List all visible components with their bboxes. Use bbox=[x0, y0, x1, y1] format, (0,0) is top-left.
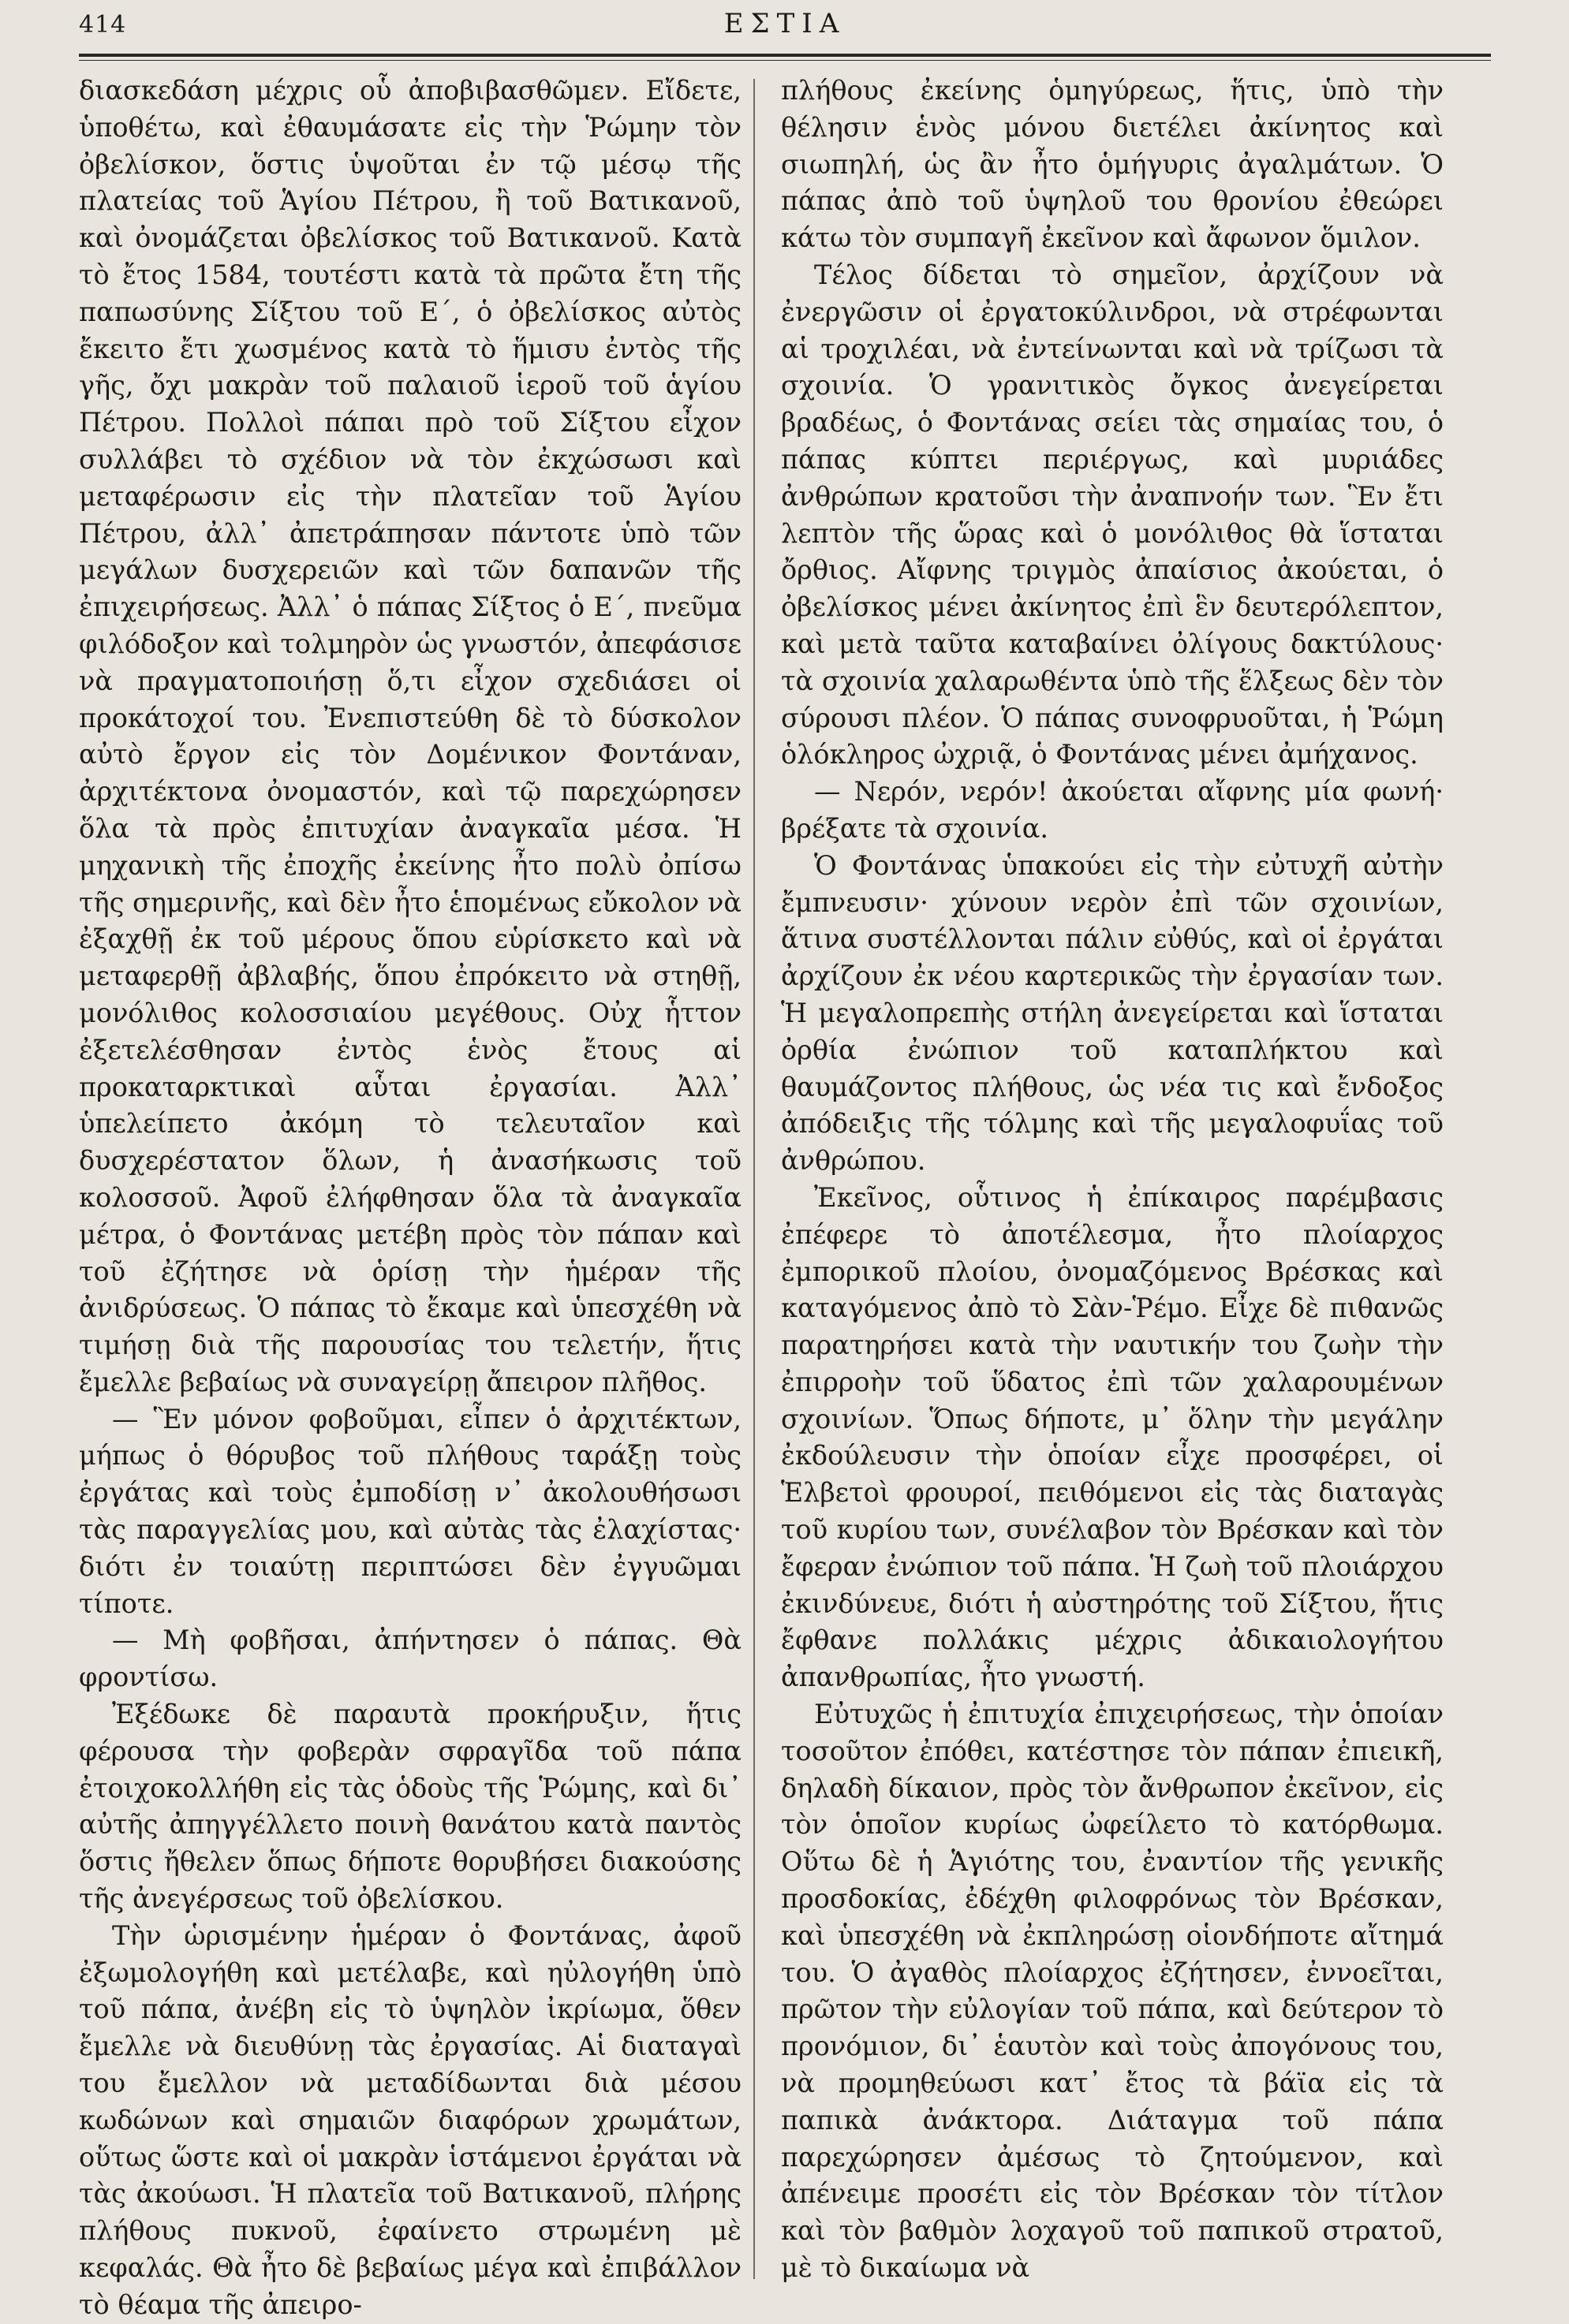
left-column bbox=[79, 73, 742, 2324]
running-title: ΕΣΤΙΑ bbox=[723, 8, 846, 39]
page-number: 414 bbox=[79, 11, 127, 39]
right-paragraph-4: Ὁ Φοντάνας ὑπακούει εἰς τὴν εὐτυχῆ αὐτὴν ἔμπνευσιν· χύνουν νερὸν ἐπὶ τῶν σχοινίων, ἅτινα συστέλλονται πάλιν εὐθύς, καὶ οἱ ἐργάται ἀρχίζουν ἐκ νέου καρτερικῶς τὴν ἐργασίαν των. Ἡ μεγαλοπρεπὴς στήλη ἀνεγείρεται καὶ ἵσταται ὀρθία ἐνώπιον τοῦ καταπλήκτου καὶ θαυμάζοντος πλήθους, ὡς νέα τις καὶ ἔνδοξος ἀπόδειξις τῆς τόλμης καὶ τῆς μεγαλοφυΐας τοῦ ἀνθρώπου. bbox=[781, 849, 1444, 1177]
left-paragraph-5: Τὴν ὡρισμένην ἡμέραν ὁ Φοντάνας, ἀφοῦ ἐξωμολογήθη καὶ μετέλαβε, καὶ ηὐλογήθη ὑπὸ τοῦ πάπα, ἀνέβη εἰς τὸ ὑψηλὸν ἰκρίωμα, ὅθεν ἔμελλε νὰ διευθύνῃ τὰς ἐργασίας. Αἱ διαταγαὶ του ἔμελλον νὰ μεταδίδωνται διὰ μέσου κωδώνων καὶ σημαιῶν διαφόρων χρωμάτων, οὕτως ὥστε καὶ οἱ μακρὰν ἱστάμενοι ἐργάται νὰ τὰς ἀκούωσι. Ἡ πλατεῖα τοῦ Βατικανοῦ, πλήρης πλήθους πυκνοῦ, ἐφαίνετο στρωμένη μὲ κεφαλάς. Θὰ ἦτο δὲ βεβαίως μέγα καὶ ἐπιβάλλον τὸ θέαμα τῆς ἀπειρο- bbox=[79, 1919, 742, 2320]
right-paragraph-6: Εὐτυχῶς ἡ ἐπιτυχία ἐπιχειρήσεως, τὴν ὁποίαν τοσοῦτον ἐπόθει, κατέστησε τὸν πάπαν ἐπιεικῆ, δηλαδὴ δίκαιον, πρὸς τὸν ἄνθρωπον ἐκεῖνον, εἰς τὸν ὁποῖον κυρίως ὠφείλετο τὸ κατόρθωμα. Οὕτω δὲ ἡ Ἁγιότης του, ἐναντίον τῆς γενικῆς προσδοκίας, ἐδέχθη φιλοφρόνως τὸν Βρέσκαν, καὶ ὑπεσχέθη νὰ ἐκπληρώσῃ οἱονδήποτε αἴτημά του. Ὁ ἀγαθὸς πλοίαρχος ἐζήτησεν, ἐννοεῖται, πρῶτον τὴν εὐλογίαν τοῦ πάπα, καὶ δεύτερον τὸ προνόμιον, δι᾽ ἑαυτὸν καὶ τοὺς ἀπογόνους του, νὰ προμηθεύωσι κατ᾽ ἔτος τὰ βάϊα εἰς τὰ παπικὰ ἀνάκτορα. Διάταγμα τοῦ πάπα παρεχώρησεν ἀμέσως τὸ ζητούμενον, καὶ ἀπένειμε προσέτι εἰς τὸν Βρέσκαν τὸν τίτλον καὶ τὸν βαθμὸν λοχαγοῦ τοῦ παπικοῦ στρατοῦ, μὲ τὸ δικαίωμα νὰ bbox=[781, 1699, 1444, 2284]
column-divider bbox=[753, 79, 755, 2279]
left-paragraph-2: — Ἓν μόνον φοβοῦμαι, εἶπεν ὁ ἀρχιτέκτων, μήπως ὁ θόρυβος τοῦ πλήθους ταράξῃ τοὺς ἐργάτας καὶ τοὺς ἐμποδίσῃ ν᾽ ἀκολουθήσωσι τὰς παραγγελίας μου, καὶ αὐτὰς τὰς ἐλαχίστας· διότι ἐν τοιαύτῃ περιπτώσει δὲν ἐγγυῶμαι τίποτε. bbox=[79, 1403, 742, 1619]
right-paragraph-2: Τέλος δίδεται τὸ σημεῖον, ἀρχίζουν νὰ ἐνεργῶσιν οἱ ἐργατοκύλινδροι, νὰ στρέφωνται αἱ τροχιλέαι, νὰ ἐντείνωνται καὶ νὰ τρίζωσι τὰ σχοινία. Ὁ γρανιτικὸς ὄγκος ἀνεγείρεται βραδέως, ὁ Φοντάνας σείει τὰς σημαίας του, ὁ πάπας κύπτει περιέργως, καὶ μυριάδες ἀνθρώπων κρατοῦσι τὴν ἀναπνοήν των. Ἓν ἔτι λεπτὸν τῆς ὥρας καὶ ὁ μονόλιθος θὰ ἵσταται ὄρθιος. Αἴφνης τριγμὸς ἀπαίσιος ἀκούεται, ὁ ὀβελίσκος μένει ἀκίνητος ἐπὶ ἓν δευτερόλεπτον, καὶ μετὰ ταῦτα καταβαίνει ὀλίγους δακτύλους· τὰ σχοινία χαλαρωθέντα ὑπὸ τῆς ἕλξεως δὲν τὸν σύρουσι πλέον. Ὁ πάπας συνοφρυοῦται, ἡ Ῥώμη ὁλόκληρος ὠχριᾷ, ὁ Φοντάνας μένει ἀμήχανος. bbox=[781, 259, 1444, 770]
left-paragraph-1: διασκεδάση μέχρις οὗ ἀποβιβασθῶμεν. Εἴδετε, ὑποθέτω, καὶ ἐθαυμάσατε εἰς τὴν Ῥώμην τὸν ὀβελίσκον, ὅστις ὑψοῦται ἐν τῷ μέσῳ τῆς πλατείας τοῦ Ἁγίου Πέτρου, ἢ τοῦ Βατικανοῦ, καὶ ὀνομάζεται ὀβελίσκος τοῦ Βατικανοῦ. Κατὰ τὸ ἔτος 1584, τουτέστι κατὰ τὰ πρῶτα ἔτη τῆς παπωσύνης Σίξτου τοῦ Ε΄, ὁ ὀβελίσκος αὐτὸς ἔκειτο ἔτι χωσμένος κατὰ τὸ ἥμισυ ἐντὸς τῆς γῆς, ὄχι μακρὰν τοῦ παλαιοῦ ἱεροῦ τοῦ ἁγίου Πέτρου. Πολλοὶ πάπαι πρὸ τοῦ Σίξτου εἶχον συλλάβει τὸ σχέδιον νὰ τὸν ἐκχώσωσι καὶ μεταφέρωσιν εἰς τὴν πλατεῖαν τοῦ Ἁγίου Πέτρου, ἀλλ᾽ ἀπετράπησαν πάντοτε ὑπὸ τῶν μεγάλων δυσχερειῶν καὶ τῶν δαπανῶν τῆς ἐπιχειρήσεως. Ἀλλ᾽ ὁ πάπας Σίξτος ὁ Ε΄, πνεῦμα φιλόδοξον καὶ τολμηρὸν ὡς γνωστόν, ἀπεφάσισε νὰ πραγματοποιήσῃ ὅ,τι εἶχον σχεδιάσει οἱ προκάτοχοί του. Ἐνεπιστεύθη δὲ τὸ δύσκολον αὐτὸ ἔργον εἰς τὸν Δομένικον Φοντάναν, ἀρχιτέκτονα ὀνομαστόν, καὶ τῷ παρεχώρησεν ὅλα τὰ πρὸς ἐπιτυχίαν ἀναγκαῖα μέσα. Ἡ μηχανικὴ τῆς ἐποχῆς ἐκείνης ἦτο πολὺ ὀπίσω τῆς σημερινῆς, καὶ δὲν ἦτο ἑπομένως εὔκολον νὰ ἐξαχθῇ ἐκ τοῦ μέρους ὅπου εὑρίσκετο καὶ νὰ μεταφερθῇ ἀβλαβής, ὅπου ἐπρόκειτο νὰ στηθῇ, μονόλιθος κολοσσιαίου μεγέθους. Οὐχ ἧττον ἐξετελέσθησαν ἐντὸς ἑνὸς ἔτους αἱ προκαταρκτικαὶ αὗται ἐργασίαι. Ἀλλ᾽ ὑπελείπετο ἀκόμη τὸ τελευταῖον καὶ δυσχερέστατον ὅλων, ἡ ἀνασήκωσις τοῦ κολοσσοῦ. Ἀφοῦ ἐλήφθησαν ὅλα τὰ ἀναγκαῖα μέτρα, ὁ Φοντάνας μετέβη πρὸς τὸν πάπαν καὶ τοῦ ἐζήτησε νὰ ὁρίσῃ τὴν ἡμέραν τῆς ἀνιδρύσεως. Ὁ πάπας τὸ ἔκαμε καὶ ὑπεσχέθη νὰ τιμήσῃ διὰ τῆς παρουσίας του τελετήν, ἥτις ἔμελλε βεβαίως νὰ συναγείρῃ ἄπειρον πλῆθος. bbox=[79, 75, 742, 1397]
right-paragraph-3: — Νερόν, νερόν! ἀκούεται αἴφνης μία φωνή· βρέξατε τὰ σχοινία. bbox=[781, 776, 1444, 844]
left-paragraph-4: Ἐξέδωκε δὲ παραυτὰ προκήρυξιν, ἥτις φέρουσα τὴν φοβερὰν σφραγῖδα τοῦ πάπα ἐτοιχοκολλήθη εἰς τὰς ὁδοὺς τῆς Ῥώμης, καὶ δι᾽ αὐτῆς ἀπηγγέλλετο ποινὴ θανάτου κατὰ παντὸς ὅστις ἤθελεν ὅπως δήποτε θορυβήσει διακούσης τῆς ἀνεγέρσεως τοῦ ὀβελίσκου. bbox=[79, 1699, 742, 1915]
header-rule-thin bbox=[79, 60, 1491, 61]
left-paragraph-3: — Μὴ φοβῆσαι, ἀπήντησεν ὁ πάπας. Θὰ φροντίσω. bbox=[79, 1625, 742, 1693]
right-column bbox=[781, 73, 1444, 2287]
header-rule bbox=[79, 54, 1491, 57]
right-paragraph-5: Ἐκεῖνος, οὗτινος ἡ ἐπίκαιρος παρέμβασις ἐπέφερε τὸ ἀποτέλεσμα, ἦτο πλοίαρχος ἐμπορικοῦ πλοίου, ὀνομαζόμενος Βρέσκας καὶ καταγόμενος ἀπὸ τὸ Σὰν-Ῥέμο. Εἶχε δὲ πιθανῶς παρατηρήσει κατὰ τὴν ναυτικήν του ζωὴν τὴν ἐπιρροὴν τοῦ ὕδατος ἐπὶ τῶν χαλαρουμένων σχοινίων. Ὅπως δήποτε, μ᾽ ὅλην τὴν μεγάλην ἐκδούλευσιν τὴν ὁποίαν εἶχε προσφέρει, οἱ Ἑλβετοὶ φρουροί, πειθόμενοι εἰς τὰς διαταγὰς τοῦ κυρίου των, συνέλαβον τὸν Βρέσκαν καὶ τὸν ἔφεραν ἐνώπιον τοῦ πάπα. Ἡ ζωὴ τοῦ πλοιάρχου ἐκινδύνευε, διότι ἡ αὐστηρότης τοῦ Σίξτου, ἥτις ἔφθανε πολλάκις μέχρις ἀδικαιολογήτου ἀπανθρωπίας, ἦτο γνωστή. bbox=[781, 1181, 1444, 1693]
page-header bbox=[79, 0, 1491, 55]
right-paragraph-1: πλήθους ἐκείνης ὁμηγύρεως, ἥτις, ὑπὸ τὴν θέλησιν ἑνὸς μόνου διετέλει ἀκίνητος καὶ σιωπηλή, ὡς ἂν ἦτο ὁμήγυρις ἀγαλμάτων. Ὁ πάπας ἀπὸ τοῦ ὑψηλοῦ του θρονίου ἐθεώρει κάτω τὸν συμπαγῆ ἐκεῖνον καὶ ἄφωνον ὅμιλον. bbox=[781, 75, 1444, 254]
